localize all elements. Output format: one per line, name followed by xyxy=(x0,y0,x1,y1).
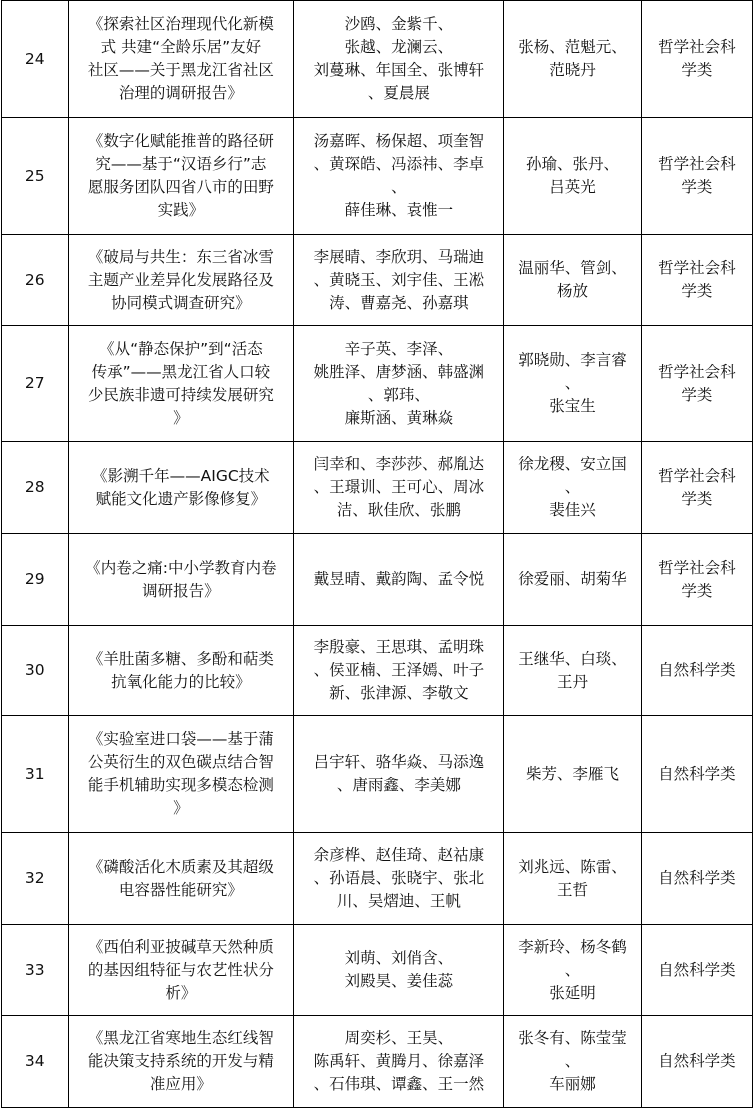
mentor-list-line: 裴佳兴 xyxy=(549,501,596,519)
author-list-line: 廉斯涵、黄琳焱 xyxy=(344,408,454,427)
mentor-list-line: 李新玲、杨冬鹤 xyxy=(518,937,627,956)
mentor-list-cell xyxy=(504,1,641,118)
table-row xyxy=(2,716,753,833)
category-line: 哲学社会科 xyxy=(658,558,736,577)
project-title-cell xyxy=(68,235,294,326)
project-title-line: 《西伯利亚披碱草天然种质 xyxy=(87,937,274,956)
author-list-cell xyxy=(294,833,504,925)
author-list-cell xyxy=(294,1016,504,1108)
author-list-line: 戴昱晴、戴韵陶、孟令悦 xyxy=(313,570,485,588)
mentor-list-line: 张宝生 xyxy=(549,397,596,415)
category-line: 自然科学类 xyxy=(658,869,736,887)
project-title-line: 《影溯千年——AIGC技术 xyxy=(92,466,270,485)
mentor-list-line: 杨放 xyxy=(557,282,589,300)
mentor-list-line: 王继华、白琰、 xyxy=(518,649,627,668)
author-list-line: 、侯亚楠、王泽嫣、叶子 xyxy=(313,661,485,679)
row-number: 29 xyxy=(2,534,69,626)
mentor-list-cell xyxy=(504,716,641,833)
project-title-line: 《磷酸活化木质素及其超级 xyxy=(87,857,274,876)
mentor-list-line: 王哲 xyxy=(557,880,589,899)
project-title-line: 究——基于“汉语乡行”志 xyxy=(95,155,267,173)
author-list-line: 张越、龙澜云、 xyxy=(344,38,454,56)
row-number: 33 xyxy=(2,925,69,1016)
author-list-cell xyxy=(294,626,504,716)
project-title-cell xyxy=(68,442,294,534)
author-list-line: 陈禹轩、黄腾月、徐嘉泽 xyxy=(313,1052,485,1070)
author-list-line: 刘蔓琳、年国全、张博轩 xyxy=(313,61,485,79)
project-title-line: 公英衍生的双色碳点结合智 xyxy=(87,753,274,771)
author-list-cell xyxy=(294,925,504,1016)
author-list-line: 、黄琛皓、冯添祎、李卓 xyxy=(313,155,485,173)
author-list-line: 、石伟琪、谭鑫、王一然 xyxy=(313,1075,485,1093)
project-title-line: 《黑龙江省寒地生态红线智 xyxy=(87,1029,274,1047)
project-title-line: 实践》 xyxy=(157,201,205,219)
mentor-list-line: 徐龙稷、安立国 xyxy=(518,455,627,473)
project-title-line: 《羊肚菌多糖、多酚和萜类 xyxy=(87,649,274,668)
mentor-list-line: 、 xyxy=(564,478,581,496)
row-number: 31 xyxy=(2,716,69,833)
project-title-cell xyxy=(68,118,294,235)
category-line: 自然科学类 xyxy=(658,661,736,679)
project-title-line: 调研报告》 xyxy=(142,581,220,600)
category-line: 自然科学类 xyxy=(658,764,736,783)
project-title-line: 的基因组特征与农艺性状分 xyxy=(87,960,274,979)
author-list-line: 、唐雨鑫、李美娜 xyxy=(336,776,461,794)
row-number: 34 xyxy=(2,1016,69,1108)
author-list-line: 新、张津源、李敬文 xyxy=(329,684,469,702)
project-title-line: 准应用》 xyxy=(149,1075,212,1093)
author-list-line: 薛佳琳、袁惟一 xyxy=(344,201,454,219)
author-list-line: 汤嘉晖、杨保超、项奎智 xyxy=(313,132,485,150)
mentor-list-cell xyxy=(504,626,641,716)
table-row xyxy=(2,534,753,626)
category-line: 学类 xyxy=(681,61,713,79)
author-list-line: 余彦桦、赵佳琦、赵祜康 xyxy=(313,846,485,864)
author-list-line: 李殷豪、王思琪、孟明珠 xyxy=(313,638,485,656)
mentor-list-cell xyxy=(504,833,641,925)
project-title-cell xyxy=(68,626,294,716)
category-line: 学类 xyxy=(681,581,713,600)
project-title-cell xyxy=(68,326,294,442)
mentor-list-cell xyxy=(504,326,641,442)
mentor-list-cell xyxy=(504,1016,641,1108)
project-title-line: 抗氧化能力的比较》 xyxy=(111,672,251,691)
author-list-line: 、王璟训、王可心、周冰 xyxy=(313,478,485,496)
project-title-cell xyxy=(68,1,294,118)
project-title-line: 赋能文化遗产影像修复》 xyxy=(95,489,267,508)
author-list-line: 、黄晓玉、刘宇佳、王凇 xyxy=(313,270,485,289)
author-list-cell xyxy=(294,442,504,534)
table-body xyxy=(2,1,753,1108)
project-title-line: 《数字化赋能推普的路径研 xyxy=(87,132,274,150)
project-title-line: 协同模式调查研究》 xyxy=(111,293,251,312)
table-row xyxy=(2,833,753,925)
author-list-line: 吕宇轩、骆华焱、马添逸 xyxy=(313,753,485,771)
category-line: 哲学社会科 xyxy=(658,362,736,381)
category-cell xyxy=(641,626,752,716)
author-list-line: 洁、耿佳欣、张鹏 xyxy=(336,501,461,519)
author-list-line: 刘殿昊、姜佳蕊 xyxy=(344,972,454,990)
category-line: 自然科学类 xyxy=(658,1052,736,1070)
table-row xyxy=(2,1016,753,1108)
author-list-cell xyxy=(294,534,504,626)
mentor-list-line: 张杨、范魁元、 xyxy=(518,38,627,56)
mentor-list-cell xyxy=(504,534,641,626)
author-list-line: 涛、曹嘉尧、孙嘉琪 xyxy=(329,293,469,312)
author-list-line: 姚胜泽、唐梦涵、韩盛渊 xyxy=(313,362,485,381)
category-cell xyxy=(641,833,752,925)
author-list-line: 、郭玮、 xyxy=(367,385,430,404)
mentor-list-line: 孙瑜、张丹、 xyxy=(526,155,620,173)
category-cell xyxy=(641,716,752,833)
mentor-list-cell xyxy=(504,442,641,534)
category-line: 哲学社会科 xyxy=(658,155,736,173)
category-line: 学类 xyxy=(681,489,713,508)
project-title-line: 少民族非遗可持续发展研究 xyxy=(87,385,274,404)
row-number: 27 xyxy=(2,326,69,442)
author-list-line: 川、吴熠迪、王帆 xyxy=(336,892,461,910)
project-title-line: 析》 xyxy=(165,983,197,1002)
project-title-cell xyxy=(68,925,294,1016)
project-title-line: 电容器性能研究》 xyxy=(118,880,243,899)
mentor-list-line: 张延明 xyxy=(549,983,596,1002)
category-line: 哲学社会科 xyxy=(658,38,736,56)
category-cell xyxy=(641,442,752,534)
category-line: 学类 xyxy=(681,282,713,300)
project-title-line: 式 共建“全龄乐居”友好 xyxy=(100,38,262,56)
category-line: 哲学社会科 xyxy=(658,466,736,485)
row-number: 28 xyxy=(2,442,69,534)
mentor-list-line: 范晓丹 xyxy=(549,61,596,79)
table-row xyxy=(2,442,753,534)
category-cell xyxy=(641,235,752,326)
author-list-line: 闫幸和、李莎莎、郝胤达 xyxy=(313,455,485,473)
table-row xyxy=(2,235,753,326)
author-list-line: 刘萌、刘俏含、 xyxy=(344,949,454,967)
mentor-list-line: 徐爱丽、胡菊华 xyxy=(518,570,627,588)
mentor-list-line: 、 xyxy=(564,1052,581,1070)
project-title-cell xyxy=(68,833,294,925)
author-list-line: 、 xyxy=(391,178,407,196)
project-title-line: 愿服务团队四省八市的田野 xyxy=(87,178,274,196)
author-list-line: 李展晴、李欣玥、马瑞迪 xyxy=(313,247,485,266)
mentor-list-line: 、 xyxy=(564,374,581,392)
mentor-list-line: 车丽娜 xyxy=(549,1075,596,1093)
category-line: 学类 xyxy=(681,385,713,404)
author-list-line: 、孙语晨、张晓宇、张北 xyxy=(313,869,485,887)
project-title-cell xyxy=(68,1016,294,1108)
row-number: 26 xyxy=(2,235,69,326)
project-title-line: 《内卷之痛:中小学教育内卷 xyxy=(85,558,277,577)
table-row xyxy=(2,626,753,716)
project-title-line: 传承”——黑龙江省人口较 xyxy=(91,362,271,381)
project-title-line: 治理的调研报告》 xyxy=(118,84,243,102)
project-title-line: 《破局与共生：东三省冰雪 xyxy=(87,247,274,266)
project-title-line: 能手机辅助实现多模态检测 xyxy=(87,776,274,794)
table-row xyxy=(2,118,753,235)
mentor-list-line: 郭晓勋、李言睿 xyxy=(518,351,627,369)
mentor-list-line: 王丹 xyxy=(557,672,589,691)
row-number: 32 xyxy=(2,833,69,925)
category-cell xyxy=(641,1016,752,1108)
row-number: 30 xyxy=(2,626,69,716)
category-cell xyxy=(641,925,752,1016)
category-line: 哲学社会科 xyxy=(658,259,736,277)
project-table xyxy=(1,0,753,1108)
project-title-line: 《实验室进口袋——基于蒲 xyxy=(87,730,274,748)
category-cell xyxy=(641,118,752,235)
mentor-list-line: 柴芳、李雁飞 xyxy=(526,764,620,783)
mentor-list-line: 张冬有、陈莹莹 xyxy=(518,1029,627,1047)
category-line: 自然科学类 xyxy=(658,960,736,979)
mentor-list-cell xyxy=(504,235,641,326)
author-list-cell xyxy=(294,1,504,118)
mentor-list-cell xyxy=(504,925,641,1016)
row-number: 25 xyxy=(2,118,69,235)
row-number: 24 xyxy=(2,1,69,118)
mentor-list-line: 刘兆远、陈雷、 xyxy=(518,857,627,876)
table-row xyxy=(2,925,753,1016)
project-title-cell xyxy=(68,534,294,626)
mentor-list-line: 吕英光 xyxy=(549,178,596,196)
table-row xyxy=(2,1,753,118)
table-row xyxy=(2,326,753,442)
project-title-line: 能决策支持系统的开发与精 xyxy=(87,1052,274,1070)
project-title-line: 《探索社区治理现代化新模 xyxy=(87,15,274,33)
category-cell xyxy=(641,1,752,118)
category-cell xyxy=(641,534,752,626)
author-list-line: 周奕杉、王昊、 xyxy=(344,1029,454,1047)
author-list-cell xyxy=(294,118,504,235)
project-title-line: 》 xyxy=(173,799,189,817)
mentor-list-line: 温丽华、管剑、 xyxy=(518,259,627,277)
author-list-cell xyxy=(294,716,504,833)
author-list-cell xyxy=(294,235,504,326)
project-title-line: 》 xyxy=(173,408,189,427)
mentor-list-cell xyxy=(504,118,641,235)
project-title-line: 主题产业差异化发展路径及 xyxy=(87,270,274,289)
mentor-list-line: 、 xyxy=(564,960,581,979)
author-list-line: 、夏晨展 xyxy=(367,84,430,102)
author-list-line: 辛子英、李泽、 xyxy=(344,339,454,358)
project-title-line: 社区——关于黑龙江省社区 xyxy=(87,61,274,79)
category-line: 学类 xyxy=(681,178,713,196)
author-list-cell xyxy=(294,326,504,442)
author-list-line: 沙鸥、金紫千、 xyxy=(344,15,454,33)
category-cell xyxy=(641,326,752,442)
project-title-line: 《从“静态保护”到“活态 xyxy=(99,339,263,358)
project-title-cell xyxy=(68,716,294,833)
